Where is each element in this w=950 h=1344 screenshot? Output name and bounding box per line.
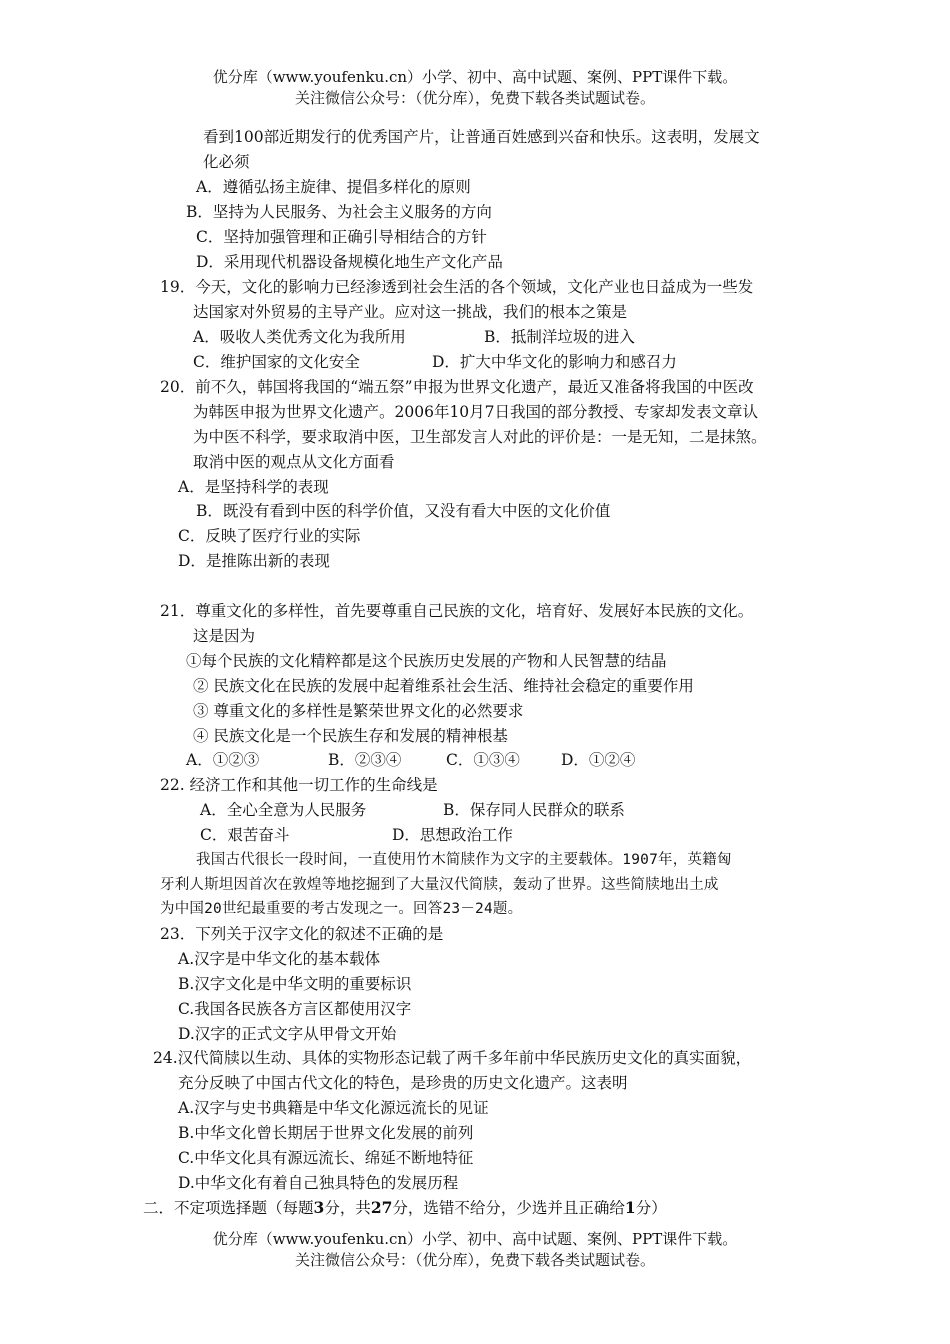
q24-option-d: D.中华文化有着自己独具特色的发展历程	[178, 1174, 459, 1192]
section-2-suffix: 分）	[635, 1199, 667, 1217]
section-2-partial-points: 1	[624, 1198, 636, 1217]
q23-stem-line-1: 23．下列关于汉字文化的叙述不正确的是	[160, 925, 444, 943]
section-2-prefix: 二．不定项选择题（每题	[143, 1199, 314, 1217]
q20-stem-line-1: 20．前不久，韩国将我国的“端五祭”申报为世界文化遗产，最近又准备将我国的中医改	[160, 378, 754, 396]
q24-stem-line-2: 充分反映了中国古代文化的特色，是珍贵的历史文化遗产。这表明	[178, 1074, 628, 1092]
q21-option-b: B．②③④	[328, 751, 402, 769]
section-2-heading	[143, 1198, 667, 1218]
header-line-1: 优分库（www.youfenku.cn）小学、初中、高中试题、案例、PPT课件下载。	[212, 68, 738, 86]
q21-option-d: D．①②④	[561, 751, 636, 769]
q20-option-b: B．既没有看到中医的科学价值，又没有看大中医的文化价值	[196, 502, 611, 520]
q22-option-c: C．艰苦奋斗	[200, 826, 290, 844]
passage-line-1: 我国古代很长一段时间，一直使用竹木简牍作为文字的主要载体。1907年，英籍匈	[196, 852, 732, 868]
q22-stem-line-1: 22. 经济工作和其他一切工作的生命线是	[160, 776, 438, 794]
q20-stem-line-3: 为中医不科学，要求取消中医，卫生部发言人对此的评价是：一是无知，二是抹煞。	[193, 428, 767, 446]
footer-line-1: 优分库（www.youfenku.cn）小学、初中、高中试题、案例、PPT课件下载。	[212, 1230, 738, 1248]
q18-option-c: C．坚持加强管理和正确引导相结合的方针	[196, 228, 487, 246]
q19-option-c: C．维护国家的文化安全	[193, 353, 360, 371]
q24-option-b: B.中华文化曾长期居于世界文化发展的前列	[178, 1124, 474, 1142]
q20-stem-line-4: 取消中医的观点从文化方面看	[193, 453, 395, 471]
q21-option-c: C．①③④	[446, 751, 520, 769]
q24-option-c: C.中华文化具有源远流长、绵延不断地特征	[178, 1149, 474, 1167]
q19-option-a: A．吸收人类优秀文化为我所用	[193, 328, 406, 346]
q23-option-b: B.汉字文化是中华文明的重要标识	[178, 975, 412, 993]
q22-option-a: A．全心全意为人民服务	[200, 801, 367, 819]
q19-stem-line-1: 19．今天，文化的影响力已经渗透到社会生活的各个领域，文化产业也日益成为一些发	[160, 278, 754, 296]
q22-option-d: D．思想政治工作	[392, 826, 513, 844]
section-2-points-total: 27	[370, 1198, 393, 1217]
q18-option-b: B．坚持为人民服务、为社会主义服务的方向	[186, 203, 492, 221]
q21-option-a: A．①②③	[186, 751, 260, 769]
header-line-2: 关注微信公众号：（优分库），免费下载各类试题试卷。	[294, 89, 655, 107]
q21-item-1: ①每个民族的文化精粹都是这个民族历史发展的产物和人民智慧的结晶	[186, 652, 667, 670]
section-2-mid-2: 分，选错不给分，少选并且正确给	[392, 1199, 625, 1217]
q23-option-c: C.我国各民族各方言区都使用汉字	[178, 1000, 412, 1018]
footer-line-2: 关注微信公众号：（优分库），免费下载各类试题试卷。	[294, 1251, 655, 1269]
q22-option-b: B．保存同人民群众的联系	[443, 801, 625, 819]
passage-line-3: 为中国20世纪最重要的考古发现之一。回答23－24题。	[160, 901, 523, 917]
q19-option-d: D．扩大中华文化的影响力和感召力	[432, 353, 677, 371]
q18-option-a: A．遵循弘扬主旋律、提倡多样化的原则	[196, 178, 471, 196]
q21-item-2: ② 民族文化在民族的发展中起着维系社会生活、维持社会稳定的重要作用	[193, 677, 694, 695]
q19-option-b: B．抵制洋垃圾的进入	[484, 328, 635, 346]
q18-stem-line-2: 化必须	[203, 153, 250, 171]
q23-option-d: D.汉字的正式文字从甲骨文开始	[178, 1025, 397, 1043]
q23-option-a: A.汉字是中华文化的基本载体	[178, 950, 381, 968]
q20-option-a: A．是坚持科学的表现	[178, 478, 329, 496]
q21-item-4: ④ 民族文化是一个民族生存和发展的精神根基	[193, 727, 508, 745]
q19-stem-line-2: 达国家对外贸易的主导产业。应对这一挑战，我们的根本之策是	[193, 303, 628, 321]
q20-option-c: C．反映了医疗行业的实际	[178, 527, 361, 545]
q21-stem-line-1: 21．尊重文化的多样性，首先要尊重自己民族的文化，培育好、发展好本民族的文化。	[160, 602, 754, 620]
q21-item-3: ③ 尊重文化的多样性是繁荣世界文化的必然要求	[193, 702, 524, 720]
q20-stem-line-2: 为韩医申报为世界文化遗产。2006年10月7日我国的部分教授、专家却发表文章认	[193, 403, 759, 421]
section-2-mid-1: 分，共	[324, 1199, 371, 1217]
q18-option-d: D．采用现代机器设备规模化地生产文化产品	[196, 253, 503, 271]
q24-stem-line-1: 24.汉代简牍以生动、具体的实物形态记载了两千多年前中华民族历史文化的真实面貌，	[153, 1049, 752, 1067]
q24-option-a: A.汉字与史书典籍是中华文化源远流长的见证	[178, 1099, 489, 1117]
q20-option-d: D．是推陈出新的表现	[178, 552, 330, 570]
passage-line-2: 牙利人斯坦因首次在敦煌等地挖掘到了大量汉代简牍，轰动了世界。这些简牍地出土成	[160, 877, 719, 893]
section-2-points-each: 3	[313, 1198, 325, 1217]
q18-stem-line-1: 看到100部近期发行的优秀国产片，让普通百姓感到兴奋和快乐。这表明，发展文	[203, 128, 760, 146]
q21-stem-line-2: 这是因为	[193, 627, 256, 645]
